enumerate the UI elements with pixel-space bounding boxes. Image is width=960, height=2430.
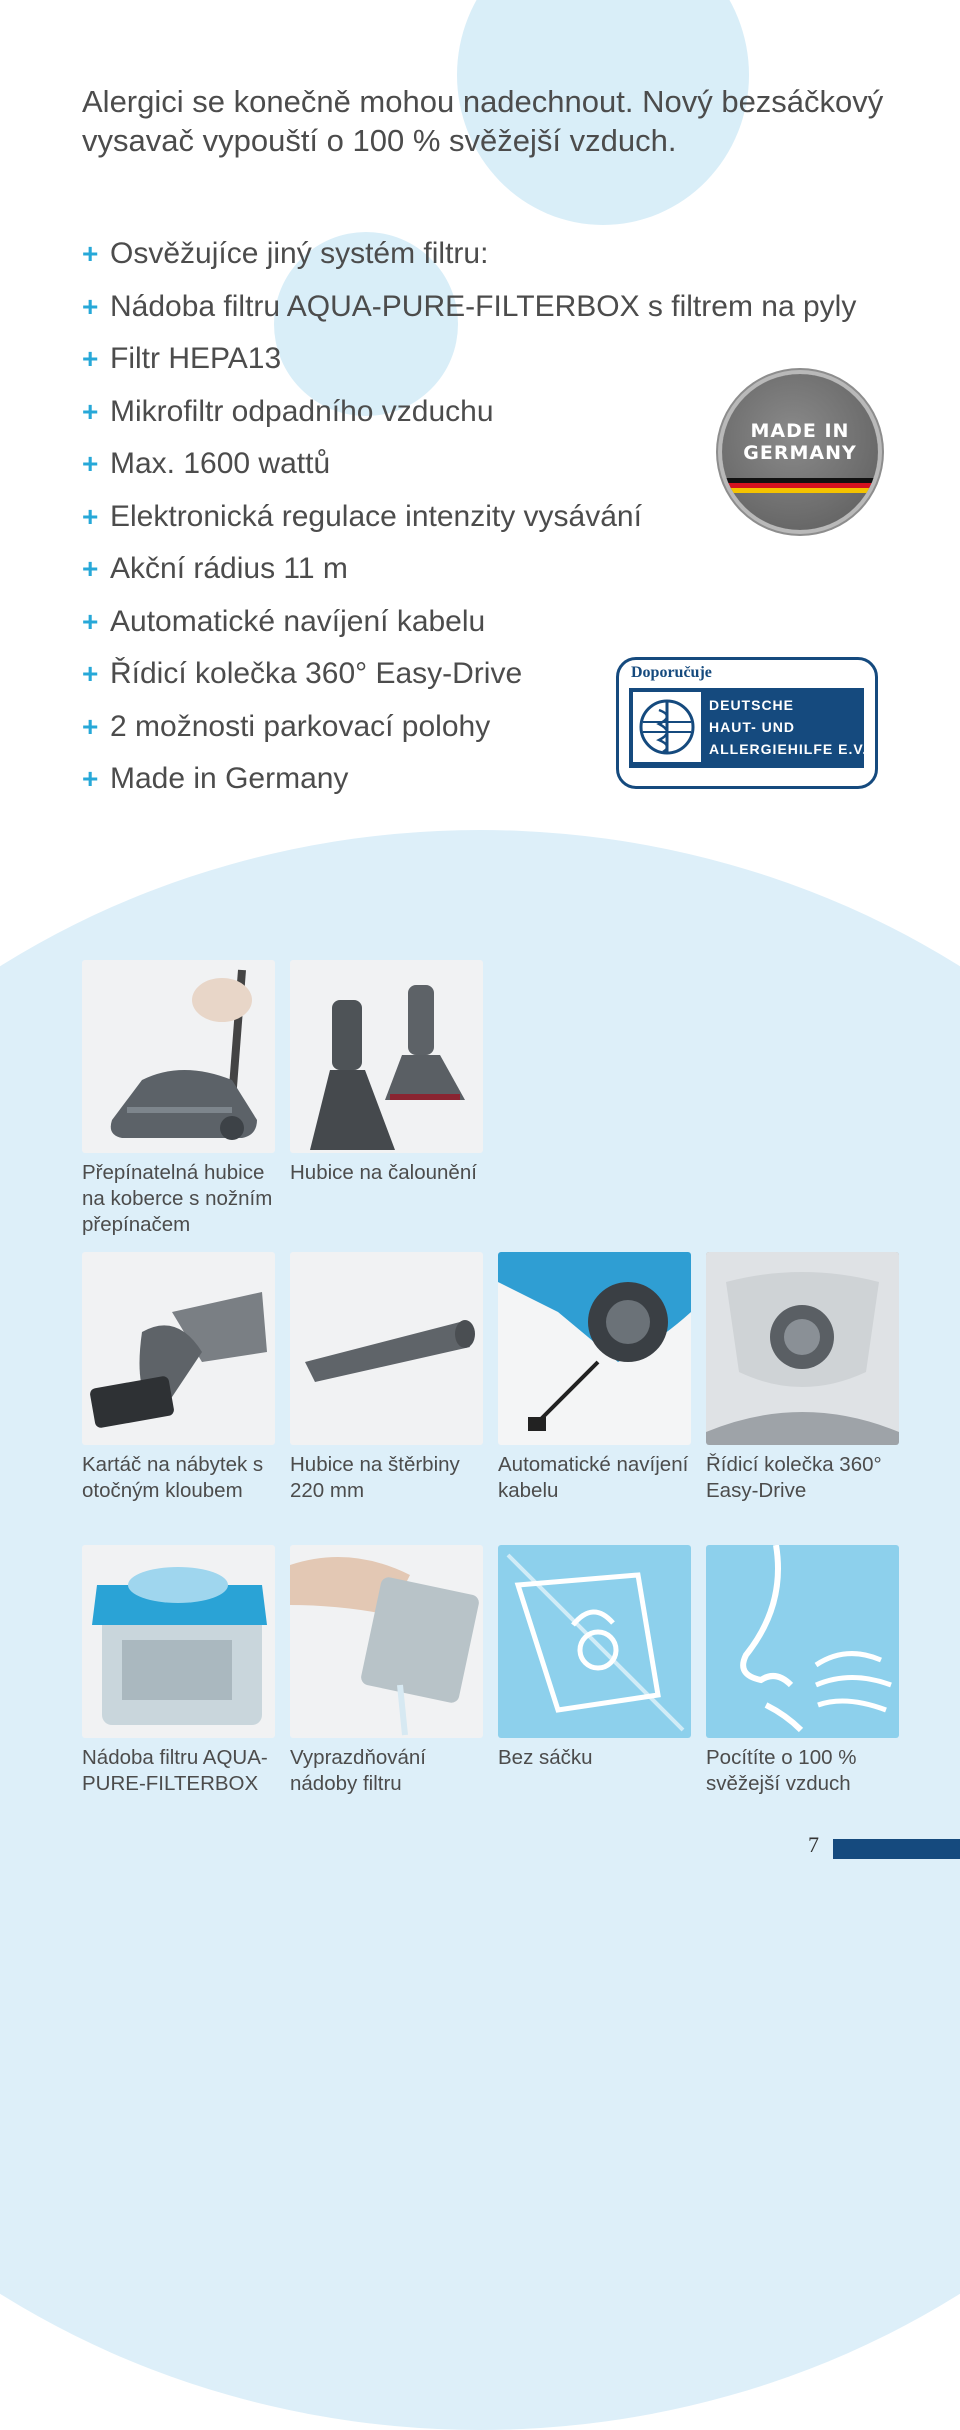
floor-nozzle-image — [82, 960, 275, 1153]
caption-wheel: Řídicí kolečka 360° Easy-Drive — [706, 1453, 882, 1502]
feature-item: + Elektronická regulace intenzity vysávání — [82, 491, 856, 544]
plus-icon: + — [82, 448, 99, 479]
plus-icon: + — [82, 343, 99, 374]
plus-icon: + — [82, 710, 99, 742]
plus-icon: + — [82, 553, 99, 584]
page-number: 7 — [808, 1832, 819, 1857]
filterbox-image — [82, 1545, 275, 1738]
plus-icon: + — [82, 290, 99, 322]
page-bar — [833, 1839, 960, 1859]
feature-item: + Mikrofiltr odpadního vzduchu — [82, 386, 856, 439]
feature-item: + Made in Germany — [82, 753, 856, 806]
feature-item: + 2 možnosti parkovací polohy — [82, 701, 856, 754]
feature-item: + Nádoba filtru AQUA-PURE-FILTERBOX s filtrem na pyly — [82, 281, 856, 334]
caption-filterbox: Nádoba filtru AQUA-PURE-FILTERBOX — [82, 1746, 268, 1795]
plus-icon: + — [82, 605, 99, 637]
flag-stripe-gold — [722, 488, 878, 493]
caption-emptying: Vyprazdňování nádoby filtru — [290, 1746, 426, 1795]
caption-furniture-brush: Kartáč na nábytek s otočným kloubem — [82, 1453, 264, 1502]
caduceus-logo-icon — [633, 692, 701, 762]
plus-icon: + — [82, 763, 99, 794]
feature-item: + Akční rádius 11 m — [82, 543, 856, 596]
emptying-image — [290, 1545, 483, 1738]
allergy-association-badge: Doporučuje DEUTSCHE HAUT- UND ALLERGIEHILFE E.V. — [616, 657, 878, 789]
nose-icon — [706, 1545, 899, 1738]
feature-item: + Automatické navíjení kabelu — [82, 596, 856, 649]
wheel-image — [706, 1252, 899, 1445]
feature-item: + Osvěžujíce jiný systém filtru: — [82, 228, 856, 281]
caption-no-bag: Bez sáčku — [498, 1746, 593, 1769]
plus-icon: + — [82, 658, 99, 689]
no-bag-icon — [498, 1545, 691, 1738]
feature-item: + Max. 1600 wattů — [82, 438, 856, 491]
furniture-brush-image — [82, 1252, 275, 1445]
feature-item: + Řídicí kolečka 360° Easy-Drive — [82, 648, 856, 701]
caption-cable-rewind: Automatické navíjení kabelu — [498, 1453, 689, 1502]
plus-icon: + — [82, 500, 99, 532]
caption-crevice-nozzle: Hubice na štěrbiny 220 mm — [290, 1453, 460, 1502]
plus-icon: + — [82, 395, 99, 427]
plus-icon: + — [82, 238, 99, 269]
crevice-nozzle-image — [290, 1252, 483, 1445]
caption-fresh-air: Pocítíte o 100 % svěžejší vzduch — [706, 1746, 857, 1795]
made-in-germany-badge: MADE IN GERMANY — [722, 374, 878, 530]
caption-upholstery-nozzle: Hubice na čalounění — [290, 1161, 477, 1184]
intro-text: Alergici se konečně mohou nadechnout. Nový bezsáčkový vysavač vypouští o 100 % svěžejší vzduch. — [82, 84, 884, 158]
cable-rewind-image — [498, 1252, 691, 1445]
caption-floor-nozzle: Přepínatelná hubice na koberce s nožním přepínačem — [82, 1161, 273, 1236]
upholstery-nozzle-image — [290, 960, 483, 1153]
feature-item: + Filtr HEPA13 — [82, 333, 856, 386]
